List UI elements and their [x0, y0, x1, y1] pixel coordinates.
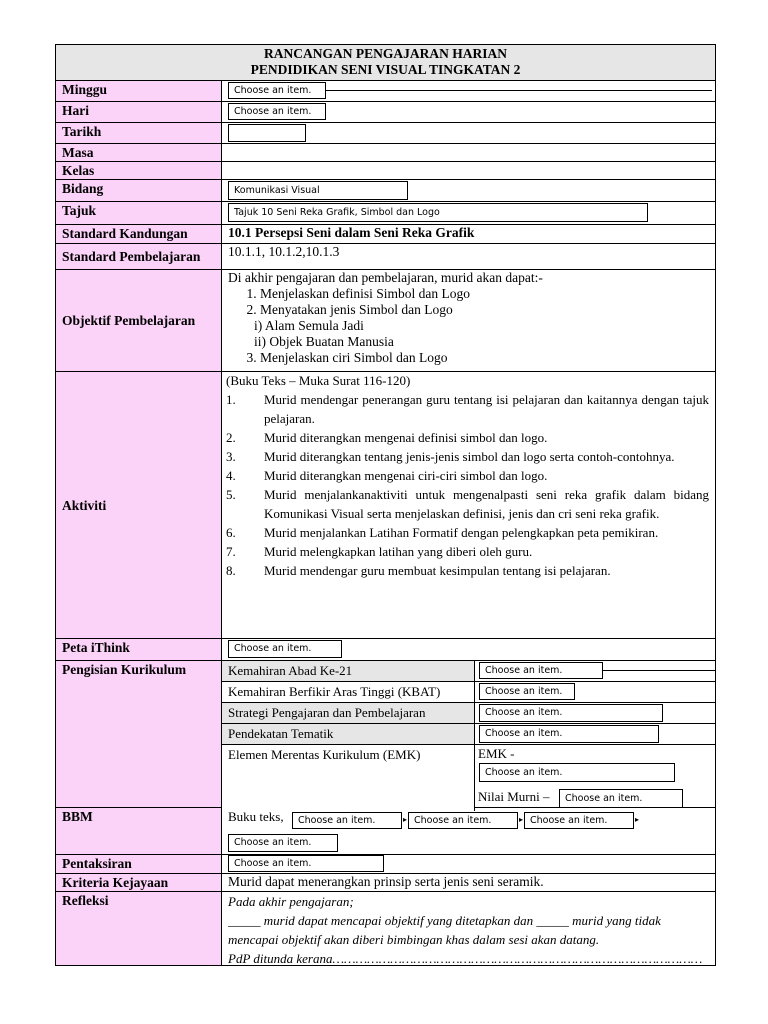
row-minggu — [56, 81, 715, 102]
label-bbm: BBM — [56, 808, 222, 854]
aktiviti-item — [226, 466, 715, 485]
pengisian-strategi-label: Strategi Pengajaran dan Pembelajaran — [222, 703, 475, 723]
refleksi-line-2: _____ murid dapat mencapai objektif yang ditetapkan dan _____ murid yang tidak — [228, 913, 661, 928]
aktiviti-item-text: Murid melengkapkan latihan yang diberi oleh guru. — [264, 544, 533, 559]
row-standard-pembelajaran — [56, 244, 715, 270]
label-aktiviti: Aktiviti — [56, 372, 222, 638]
kelas-value[interactable] — [222, 162, 715, 179]
objektif-item-3: 3. Menjelaskan ciri Simbol dan Logo — [260, 350, 715, 366]
aktiviti-item — [226, 428, 715, 447]
nilai-murni-label: Nilai Murni – — [478, 789, 550, 804]
objektif-item-1: 1. Menjelaskan definisi Simbol dan Logo — [260, 286, 715, 302]
abad-underline — [603, 670, 715, 671]
bbm-arrow-icon-1: ▸ — [403, 815, 408, 824]
aktiviti-item — [226, 390, 715, 428]
pengisian-emk-label: Elemen Merentas Kurikulum (EMK) — [222, 745, 475, 811]
row-kelas — [56, 162, 715, 180]
peta-ithink-dropdown[interactable]: Choose an item. — [228, 640, 342, 658]
aktiviti-item-text: Murid mendengar guru membuat kesimpulan tentang isi pelajaran. — [264, 563, 611, 578]
label-masa: Masa — [56, 144, 222, 161]
objektif-item-2-text: Menyatakan jenis Simbol dan Logo — [260, 302, 453, 317]
aktiviti-item-number: 3. — [226, 449, 236, 464]
refleksi-line-4: PdP ditunda kerana…………………………………………………………………………………… — [228, 951, 703, 966]
aktiviti-item-text: Murid mendengar penerangan guru tentang isi pelajaran dan kaitannya dengan tajuk pelajaran. — [264, 392, 709, 426]
strategi-dropdown[interactable]: Choose an item. — [479, 704, 663, 722]
objektif-content — [222, 270, 715, 371]
label-objektif: Objektif Pembelajaran — [56, 270, 222, 371]
aktiviti-item — [226, 485, 715, 523]
row-aktiviti — [56, 372, 715, 639]
bbm-dropdown-3[interactable]: Choose an item. — [524, 812, 634, 829]
pengisian-kbat-label: Kemahiran Berfikir Aras Tinggi (KBAT) — [222, 682, 475, 702]
kriteria-value: Murid dapat menerangkan prinsip serta jenis seni seramik. — [228, 874, 544, 889]
bidang-dropdown[interactable]: Komunikasi Visual — [228, 181, 408, 200]
row-bbm — [56, 808, 715, 855]
aktiviti-item — [226, 447, 715, 466]
objektif-sub-1: i) Alam Semula Jadi — [254, 318, 364, 333]
pentaksiran-dropdown[interactable]: Choose an item. — [228, 855, 384, 872]
aktiviti-item — [226, 523, 715, 542]
aktiviti-item-number: 6. — [226, 525, 236, 540]
aktiviti-item-number: 1. — [226, 392, 236, 407]
refleksi-content[interactable] — [222, 892, 715, 965]
aktiviti-item-number: 4. — [226, 468, 236, 483]
label-kelas: Kelas — [56, 162, 222, 179]
pengisian-abad-label: Kemahiran Abad Ke-21 — [222, 661, 475, 681]
aktiviti-item-number: 2. — [226, 430, 236, 445]
row-tajuk — [56, 202, 715, 225]
bbm-arrow-icon-2: ▸ — [519, 815, 524, 824]
bbm-dropdown-1[interactable]: Choose an item. — [292, 812, 402, 829]
masa-value[interactable] — [222, 144, 715, 161]
row-tarikh — [56, 123, 715, 144]
standard-kandungan-value: 10.1 Persepsi Seni dalam Seni Reka Grafik — [228, 225, 475, 240]
label-standard-kandungan: Standard Kandungan — [56, 225, 222, 243]
label-tarikh: Tarikh — [56, 123, 222, 143]
kbat-dropdown[interactable]: Choose an item. — [479, 683, 575, 700]
label-kriteria: Kriteria Kejayaan — [56, 874, 222, 891]
row-peta-ithink — [56, 639, 715, 661]
refleksi-line-3: mencapai objektif akan diberi bimbingan khas dalam sesi akan datang. — [228, 932, 600, 947]
label-bidang: Bidang — [56, 180, 222, 201]
pengisian-tematik-label: Pendekatan Tematik — [222, 724, 475, 744]
objektif-sub-2: ii) Objek Buatan Manusia — [254, 334, 394, 349]
refleksi-line-1: Pada akhir pengajaran; — [228, 894, 354, 909]
row-bidang — [56, 180, 715, 202]
nilai-murni-dropdown[interactable]: Choose an item. — [559, 789, 683, 808]
emk-label: EMK - — [478, 746, 515, 761]
bbm-prefix: Buku teks, — [228, 809, 284, 824]
bbm-arrow-icon-3: ▸ — [635, 815, 640, 824]
label-refleksi: Refleksi — [56, 892, 222, 965]
label-pengisian-kurikulum: Pengisian Kurikulum — [56, 661, 222, 807]
bbm-dropdown-2[interactable]: Choose an item. — [408, 812, 518, 829]
aktiviti-item-number: 5. — [226, 487, 236, 502]
abad-dropdown[interactable]: Choose an item. — [479, 662, 603, 679]
aktiviti-item-text: Murid diterangkan mengenai definisi simbol dan logo. — [264, 430, 548, 445]
form-title — [56, 45, 715, 81]
row-refleksi — [56, 892, 715, 965]
aktiviti-intro: (Buku Teks – Muka Surat 116-120) — [226, 373, 411, 388]
objektif-intro: Di akhir pengajaran dan pembelajaran, murid akan dapat:- — [228, 270, 543, 285]
aktiviti-item-text: Murid diterangkan mengenai ciri-ciri simbol dan logo. — [264, 468, 548, 483]
title-line-1: RANCANGAN PENGAJARAN HARIAN — [264, 46, 507, 61]
tajuk-dropdown[interactable]: Tajuk 10 Seni Reka Grafik, Simbol dan Logo — [228, 203, 648, 222]
aktiviti-list — [226, 390, 715, 580]
row-objektif — [56, 270, 715, 372]
hari-dropdown[interactable]: Choose an item. — [228, 103, 326, 120]
standard-pembelajaran-value: 10.1.1, 10.1.2,10.1.3 — [228, 244, 340, 259]
label-tajuk: Tajuk — [56, 202, 222, 224]
label-standard-pembelajaran: Standard Pembelajaran — [56, 244, 222, 269]
objektif-item-2 — [254, 302, 715, 350]
aktiviti-item — [226, 561, 715, 580]
row-pentaksiran — [56, 855, 715, 874]
label-hari: Hari — [56, 102, 222, 122]
aktiviti-item-text: Murid menjalankan Latihan Formatif dengan pelengkapkan peta pemikiran. — [264, 525, 659, 540]
aktiviti-item-text: Murid menjalankanaktiviti untuk mengenalpasti seni reka grafik dalam bidang Komunikasi Visual serta menjelaskan definisi, jenis dan cri seni reka grafik. — [264, 487, 709, 521]
label-minggu: Minggu — [56, 81, 222, 101]
aktiviti-item — [226, 542, 715, 561]
aktiviti-item-number: 8. — [226, 563, 236, 578]
minggu-dropdown[interactable]: Choose an item. — [228, 82, 326, 99]
aktiviti-item-number: 7. — [226, 544, 236, 559]
label-peta-ithink: Peta iThink — [56, 639, 222, 660]
emk-dropdown[interactable]: Choose an item. — [479, 763, 675, 782]
label-pentaksiran: Pentaksiran — [56, 855, 222, 873]
minggu-underline — [326, 90, 712, 91]
tarikh-date-field[interactable] — [228, 124, 306, 142]
lesson-plan-form — [55, 44, 716, 966]
row-masa — [56, 144, 715, 162]
bbm-dropdown-4[interactable]: Choose an item. — [228, 834, 338, 852]
aktiviti-item-text: Murid diterangkan tentang jenis-jenis simbol dan logo serta contoh-contohnya. — [264, 449, 675, 464]
row-pengisian-kurikulum — [56, 661, 715, 808]
title-line-2: PENDIDIKAN SENI VISUAL TINGKATAN 2 — [250, 62, 521, 77]
row-standard-kandungan — [56, 225, 715, 244]
row-kriteria — [56, 874, 715, 892]
row-hari — [56, 102, 715, 123]
aktiviti-content — [222, 372, 715, 638]
tematik-dropdown[interactable]: Choose an item. — [479, 725, 659, 743]
